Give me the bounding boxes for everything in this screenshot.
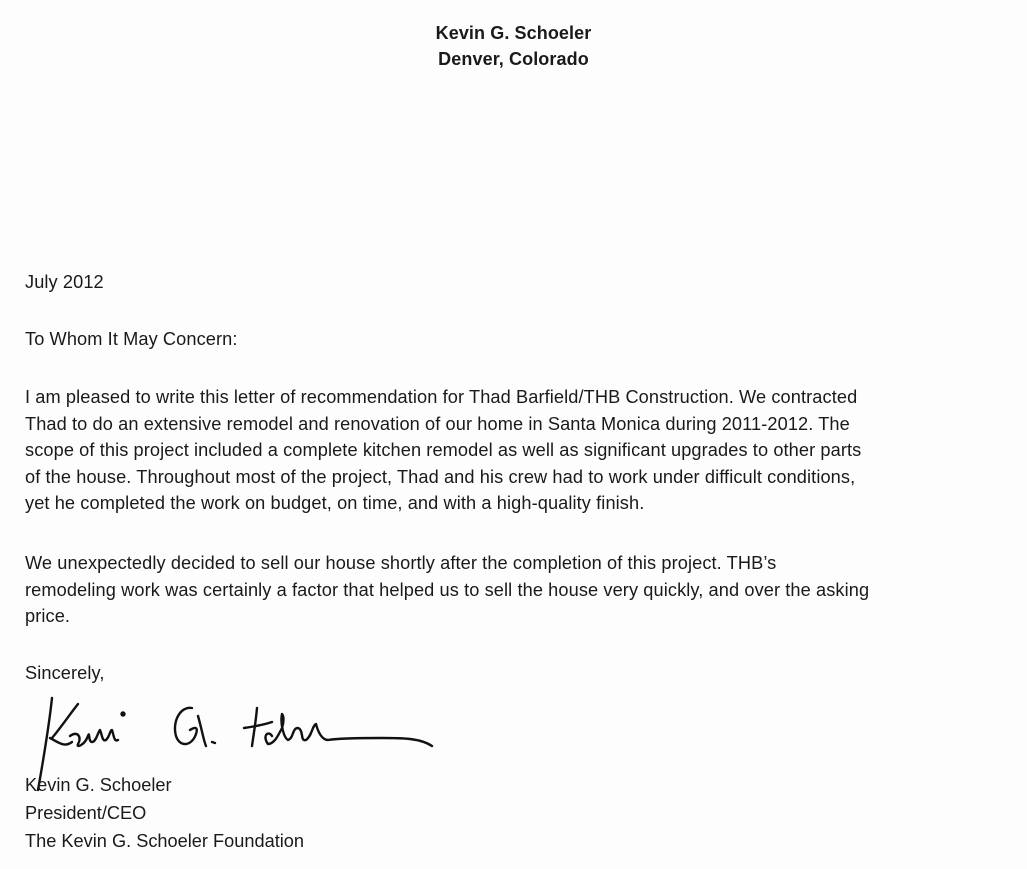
signer-block	[25, 771, 304, 855]
closing: Sincerely,	[25, 663, 105, 683]
paragraph-line: scope of this project included a complete kitchen remodel as well as significant upgrades to other parts	[25, 440, 862, 460]
signer-organization: The Kevin G. Schoeler Foundation	[25, 831, 305, 851]
signer-title: President/CEO	[25, 803, 147, 823]
letterhead-name: Kevin G. Schoeler	[435, 23, 592, 43]
salutation: To Whom It May Concern:	[25, 329, 238, 349]
paragraph-line: Thad to do an extensive remodel and renovation of our home in Santa Monica during 2011-2012. The	[25, 413, 850, 434]
paragraph-line: of the house. Throughout most of the project, Thad and his crew had to work under difficult conditions,	[25, 466, 856, 487]
paragraph-2	[25, 550, 1010, 630]
paragraph-line: We unexpectedly decided to sell our house shortly after the completion of this project. THB’s	[25, 553, 777, 573]
signer-name: Kevin G. Schoeler	[25, 775, 172, 795]
paragraph-line: price.	[25, 606, 71, 626]
letterhead-location: Denver, Colorado	[438, 49, 589, 69]
paragraph-line: remodeling work was certainly a factor that helped us to sell the house very quickly, and over the asking	[25, 579, 870, 600]
paragraph-line: I am pleased to write this letter of recommendation for Thad Barfield/THB Construction. We contracted	[25, 387, 858, 407]
paragraph-line: yet he completed the work on budget, on time, and with a high-quality finish.	[25, 493, 645, 513]
paragraph-1	[25, 384, 1010, 517]
letter-date: July 2012	[25, 272, 104, 292]
letterhead	[0, 20, 1027, 72]
